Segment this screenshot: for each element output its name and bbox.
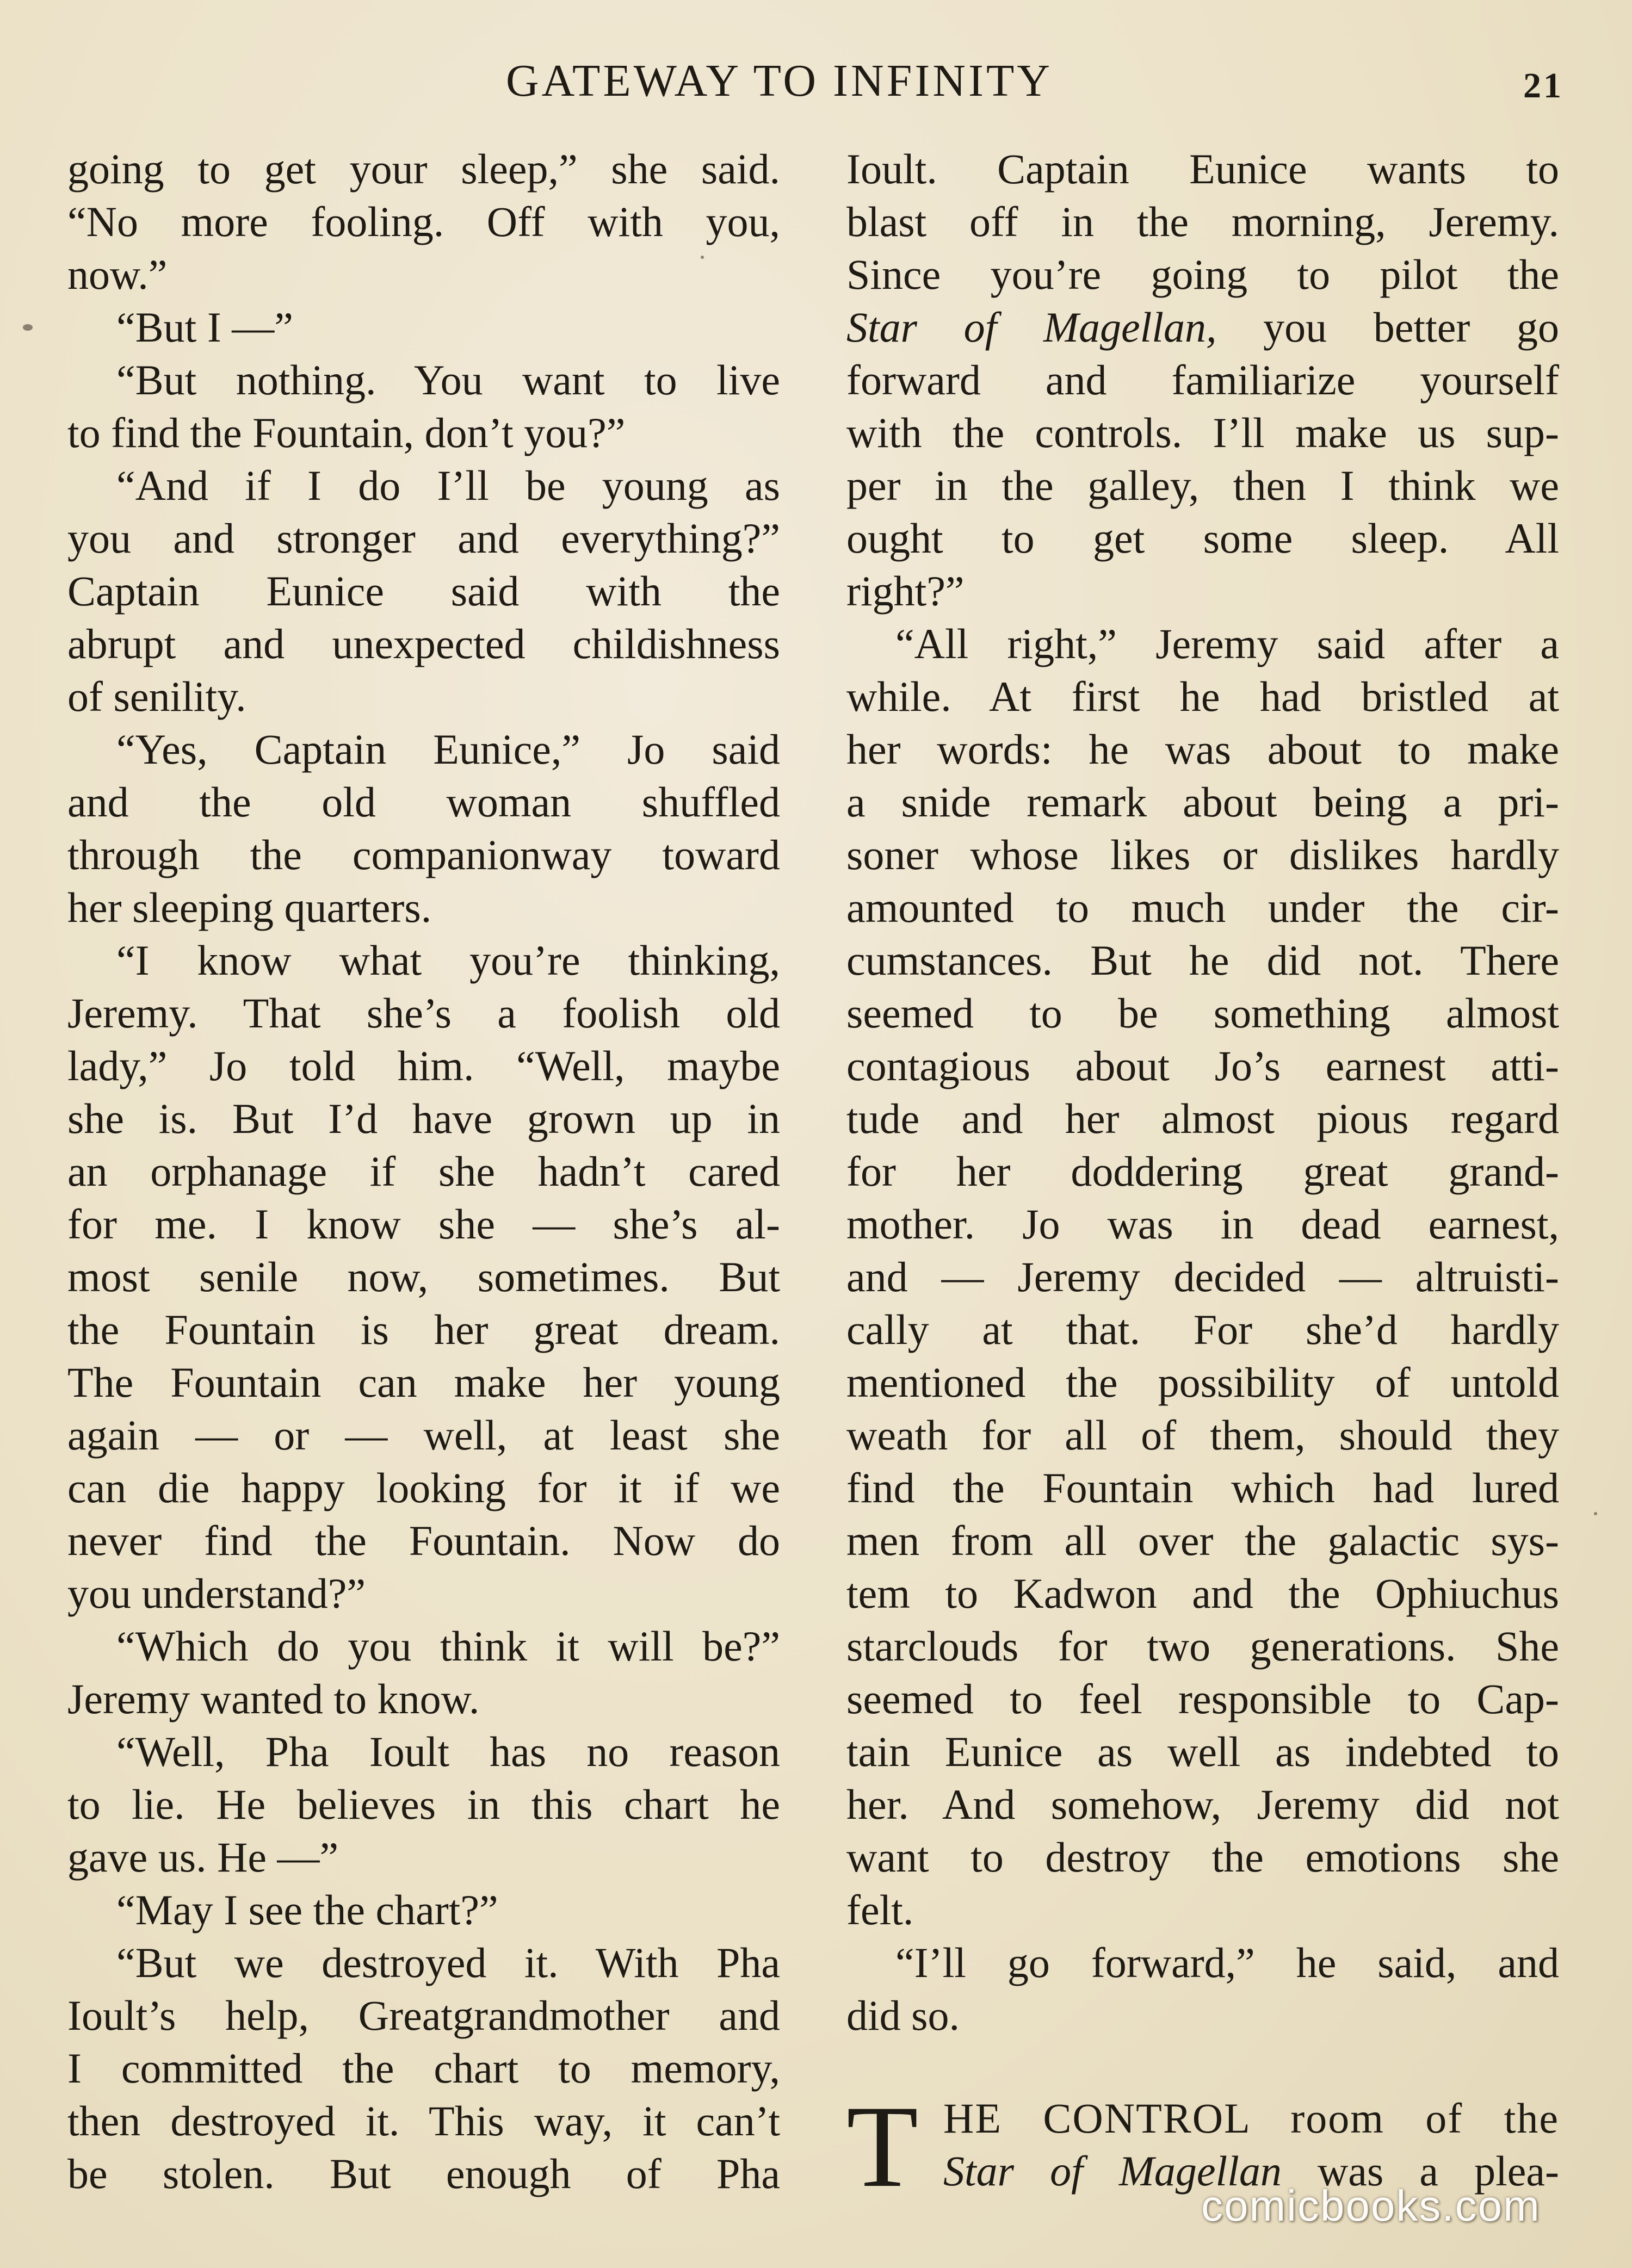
text-line: never find the Fountain. Now do (67, 1517, 780, 1564)
text-line: cally at that. For she’d hardly (846, 1306, 1559, 1353)
section-break (846, 2042, 1559, 2092)
left-column (67, 142, 780, 2200)
text-line: her words: he was about to make (846, 726, 1559, 773)
page-header (0, 54, 1632, 114)
text-line: I committed the chart to memory, (67, 2044, 780, 2092)
text-line: seemed to be something almost (846, 989, 1559, 1037)
drop-cap: T (846, 2081, 918, 2211)
text-line: the Fountain is her great dream. (67, 1306, 780, 1353)
text-line: Since you’re going to pilot the (846, 251, 1559, 298)
text-line: find the Fountain which had lured (846, 1464, 1559, 1511)
text-line: “Which do you think it will be?” (116, 1622, 780, 1670)
text-line: “But nothing. You want to live (116, 356, 780, 404)
text-line: men from all over the galactic sys- (846, 1517, 1559, 1564)
text-line: an orphanage if she hadn’t cared (67, 1148, 780, 1195)
text-line: then destroyed it. This way, it can’t (67, 2097, 780, 2145)
text-line: starclouds for two generations. She (846, 1622, 1559, 1670)
text-line: Ioult’s help, Greatgrandmother and (67, 1992, 780, 2039)
text-line: mother. Jo was in dead earnest, (846, 1200, 1559, 1248)
text-line: amounted to much under the cir- (846, 884, 1559, 931)
text-line: to find the Fountain, don’t you?” (67, 409, 626, 456)
text-line: “Well, Pha Ioult has no reason (116, 1728, 780, 1775)
text-line: Ioult. Captain Eunice wants to (846, 145, 1559, 193)
text-line: tain Eunice as well as indebted to (846, 1728, 1559, 1775)
text-line: with the controls. I’ll make us sup- (846, 409, 1559, 456)
text-line: felt. (846, 1886, 914, 1934)
text-line: Jeremy wanted to know. (67, 1675, 480, 1722)
speck (1594, 1512, 1597, 1515)
text-line: mentioned the possibility of untold (846, 1359, 1559, 1406)
text-line: through the companionway toward (67, 831, 780, 878)
running-title: GATEWAY TO INFINITY (506, 55, 1053, 106)
text-line: Star of Magellan, you better go (846, 303, 1559, 351)
text-line: cumstances. But he did not. There (846, 937, 1559, 984)
text-line: for her doddering great grand- (846, 1148, 1559, 1195)
text-line: “May I see the chart?” (116, 1886, 498, 1934)
text-line: “And if I do I’ll be young as (116, 462, 780, 509)
text-line: you and stronger and everything?” (67, 515, 780, 562)
page-number: 21 (1523, 66, 1563, 106)
ship-name: Star of Magellan (943, 2147, 1282, 2195)
text-line: The Fountain can make her young (67, 1359, 780, 1406)
text-line: now.” (67, 251, 168, 298)
text-line: her. And somehow, Jeremy did not (846, 1781, 1559, 1828)
text-line: she is. But I’d have grown up in (67, 1095, 780, 1142)
text-line: ought to get some sleep. All (846, 515, 1559, 562)
text-line: “All right,” Jeremy said after a (895, 620, 1559, 667)
speck (701, 256, 704, 259)
text-line: and — Jeremy decided — altruisti- (846, 1253, 1559, 1300)
text-line: soner whose likes or dislikes hardly (846, 831, 1559, 878)
text-line: gave us. He —” (67, 1833, 339, 1881)
speck (23, 324, 33, 331)
text-line: be stolen. But enough of Pha (67, 2150, 780, 2197)
text-line: right?” (846, 567, 965, 615)
text-line: lady,” Jo told him. “Well, maybe (67, 1042, 780, 1089)
text-line: Captain Eunice said with the (67, 567, 780, 615)
text-line: “But we destroyed it. With Pha (116, 1939, 780, 1986)
text-line: can die happy looking for it if we (67, 1464, 780, 1511)
text-line: tude and her almost pious regard (846, 1095, 1559, 1142)
text-line: seemed to feel responsible to Cap- (846, 1675, 1559, 1722)
text-line: “No more fooling. Off with you, (67, 198, 780, 245)
text-line: “I know what you’re thinking, (116, 937, 780, 984)
text-line: you understand?” (67, 1570, 366, 1617)
right-column-text (846, 142, 1559, 2042)
watermark: comicbooks.com (1201, 2182, 1541, 2230)
text-line: while. At first he had bristled at (846, 673, 1559, 720)
text-line: per in the galley, then I think we (846, 462, 1559, 509)
section-second-line-rest: was a plea- (1281, 2147, 1559, 2195)
text-line: did so. (846, 1992, 960, 2039)
text-line: weath for all of them, should they (846, 1411, 1559, 1459)
text-line: for me. I know she — she’s al- (67, 1200, 780, 1248)
text-line: “But I —” (116, 303, 293, 351)
text-line: going to get your sleep,” she said. (67, 145, 780, 193)
text-line: a snide remark about being a pri- (846, 778, 1559, 826)
text-line: of senility. (67, 673, 246, 720)
text-line: contagious about Jo’s earnest atti- (846, 1042, 1559, 1089)
text-line: to lie. He believes in this chart he (67, 1781, 780, 1828)
text-line: Jeremy. That she’s a foolish old (67, 989, 780, 1037)
text-line: abrupt and unexpected childishness (67, 620, 780, 667)
text-line: her sleeping quarters. (67, 884, 432, 931)
text-line: most senile now, sometimes. But (67, 1253, 780, 1300)
text-line: forward and familiarize yourself (846, 356, 1559, 404)
text-line: want to destroy the emotions she (846, 1833, 1559, 1881)
text-line: and the old woman shuffled (67, 778, 780, 826)
text-line: “I’ll go forward,” he said, and (895, 1939, 1559, 1986)
text-line: blast off in the morning, Jeremy. (846, 198, 1559, 245)
text-line: tem to Kadwon and the Ophiuchus (846, 1570, 1559, 1617)
text-line: again — or — well, at least she (67, 1411, 780, 1459)
text-line: “Yes, Captain Eunice,” Jo said (116, 726, 780, 773)
section-first-line: HE CONTROL room of the (943, 2095, 1559, 2142)
